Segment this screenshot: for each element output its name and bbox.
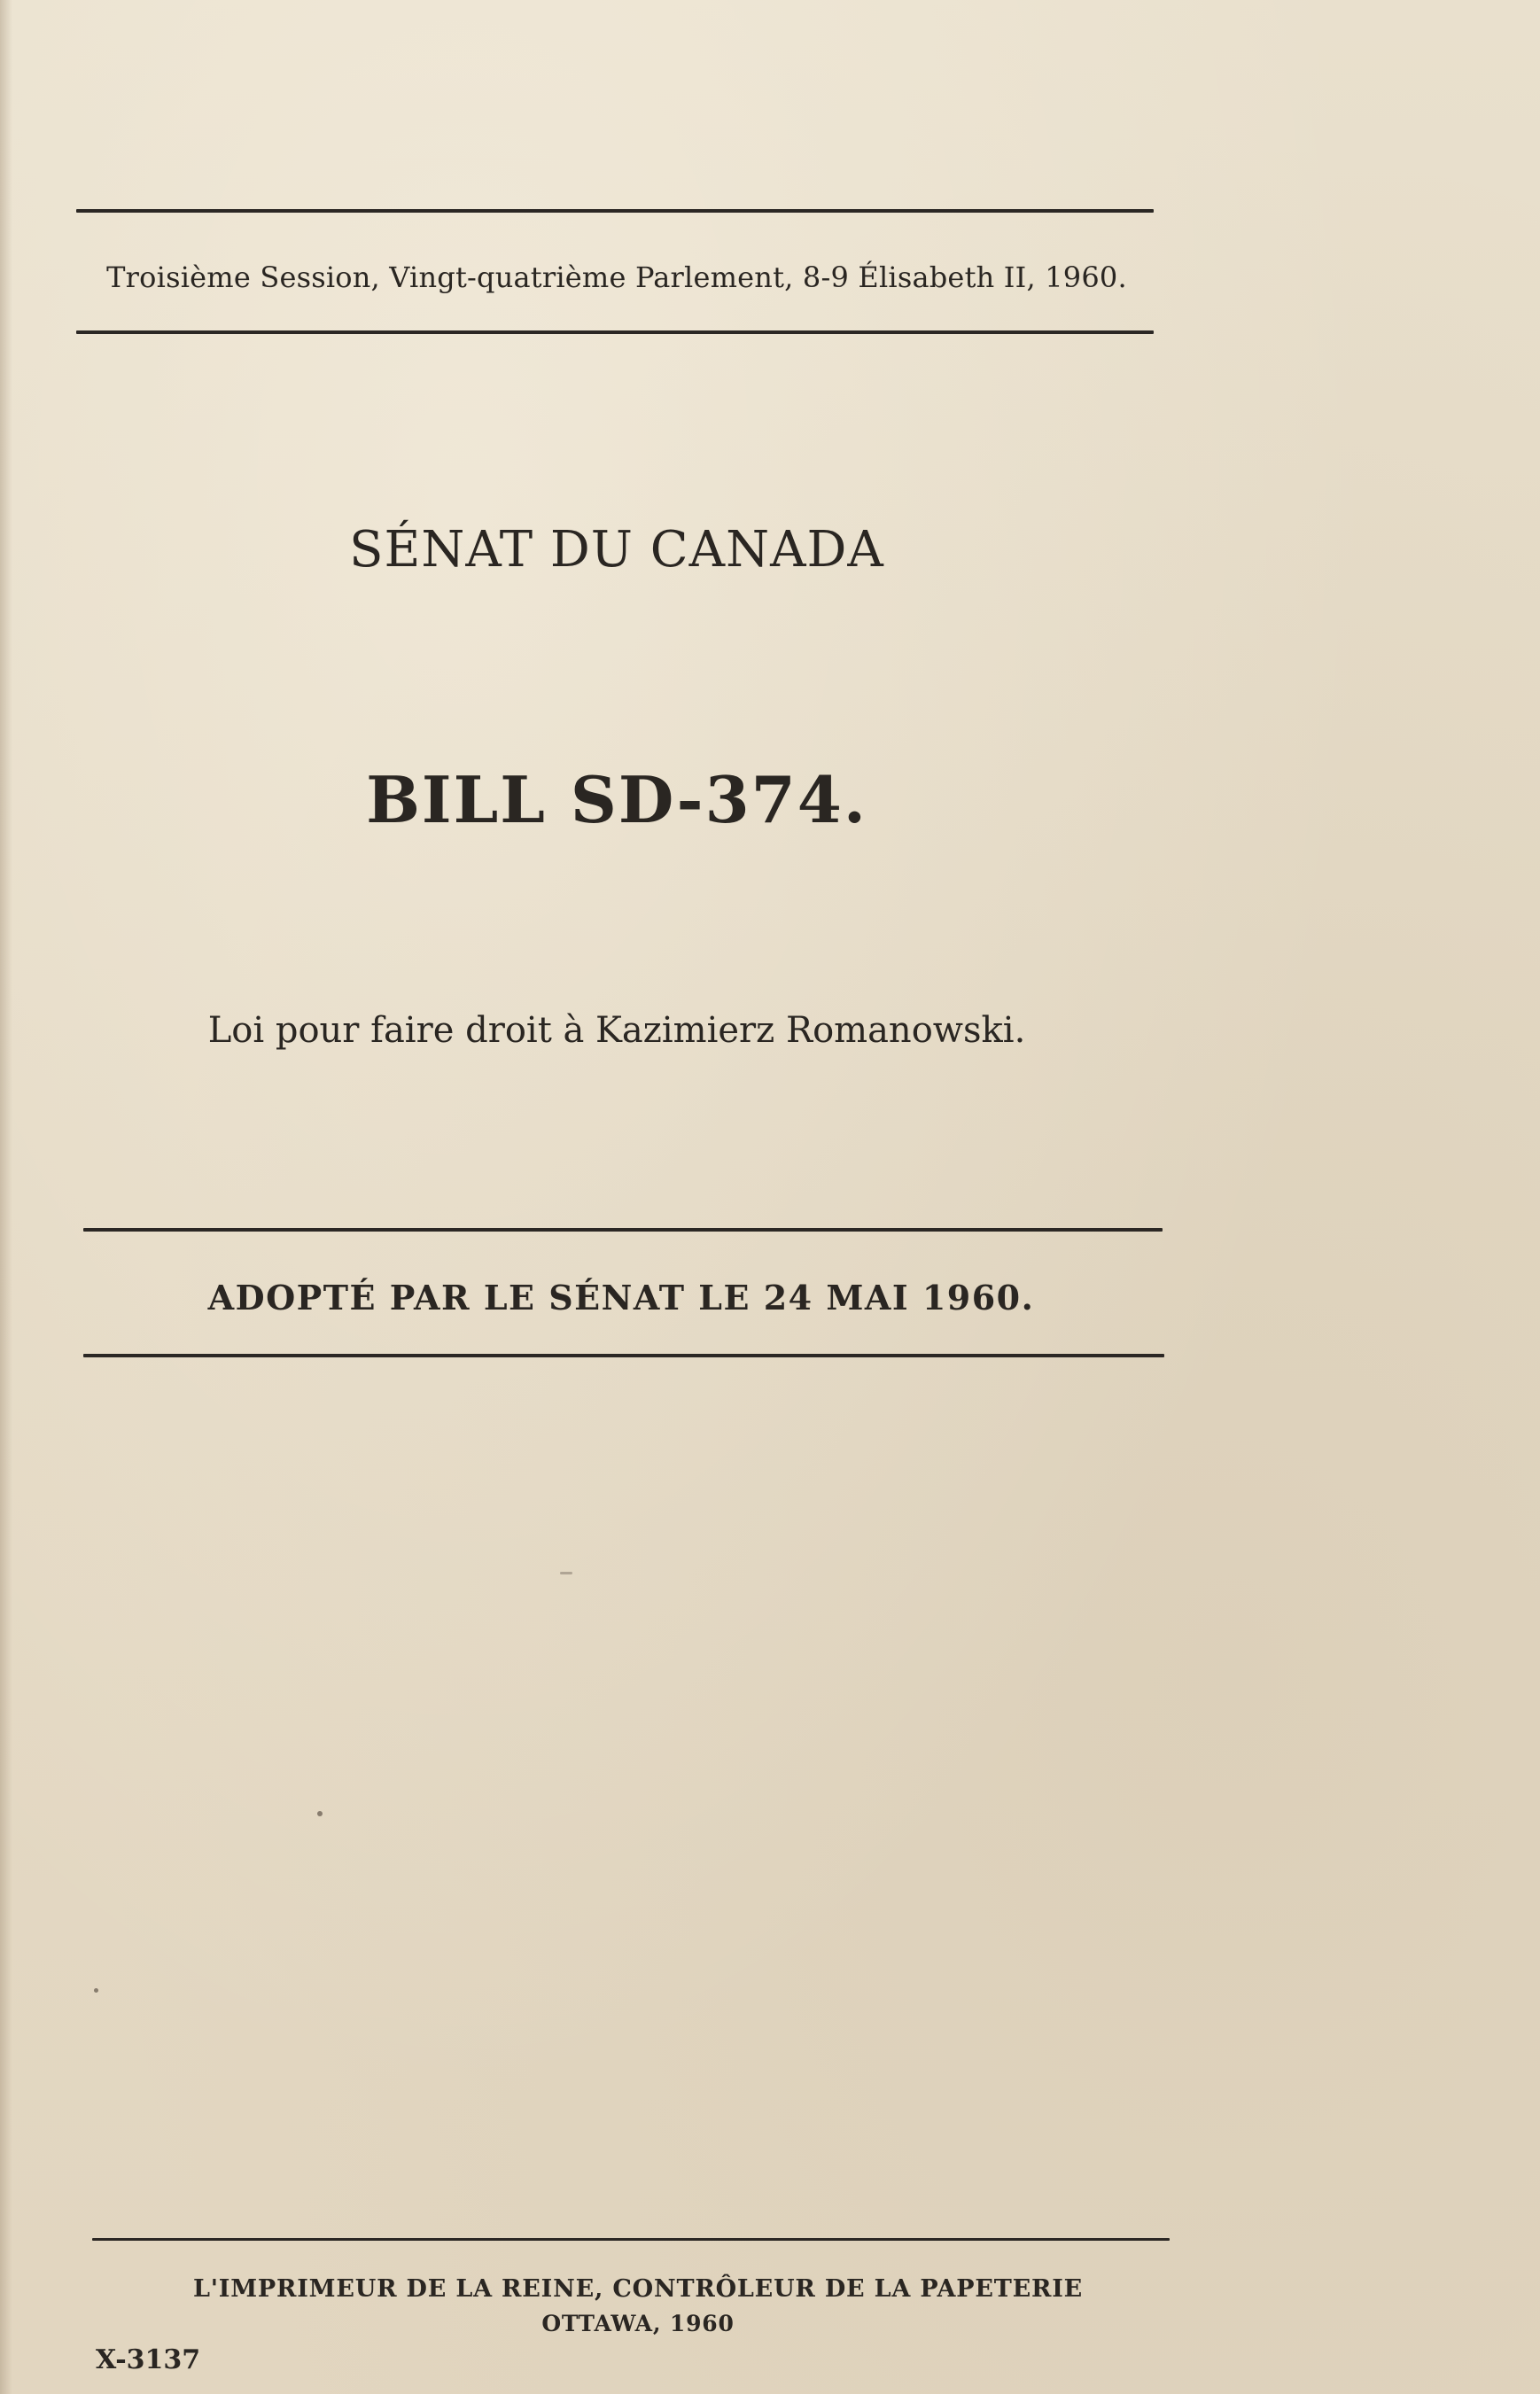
bill-number: BILL SD-374.	[366, 762, 867, 837]
session-line: Troisième Session, Vingt-quatrième Parlement, 8-9 Élisabeth II, 1960.	[106, 260, 1127, 294]
adoption-bottom-rule	[83, 1354, 1164, 1357]
printer-line: L'IMPRIMEUR DE LA REINE, CONTRÔLEUR DE LA PAPETERIE	[192, 2275, 1084, 2303]
header-top-rule	[76, 209, 1154, 213]
header-bottom-rule	[76, 330, 1154, 334]
paper-speck	[317, 1811, 323, 1816]
senate-title: SÉNAT DU CANADA	[349, 521, 884, 579]
printer-city-year: OTTAWA, 1960	[541, 2311, 735, 2336]
document-code: X-3137	[96, 2344, 201, 2375]
paper-speck	[94, 1988, 98, 1993]
footer-rule	[92, 2238, 1170, 2241]
page-edge-shadow	[0, 0, 12, 2394]
paper-speck	[560, 1572, 572, 1574]
adoption-top-rule	[83, 1228, 1163, 1232]
adoption-statement: ADOPTÉ PAR LE SÉNAT LE 24 MAI 1960.	[207, 1278, 1035, 1317]
bill-description: Loi pour faire droit à Kazimierz Romanowski.	[207, 1010, 1026, 1051]
